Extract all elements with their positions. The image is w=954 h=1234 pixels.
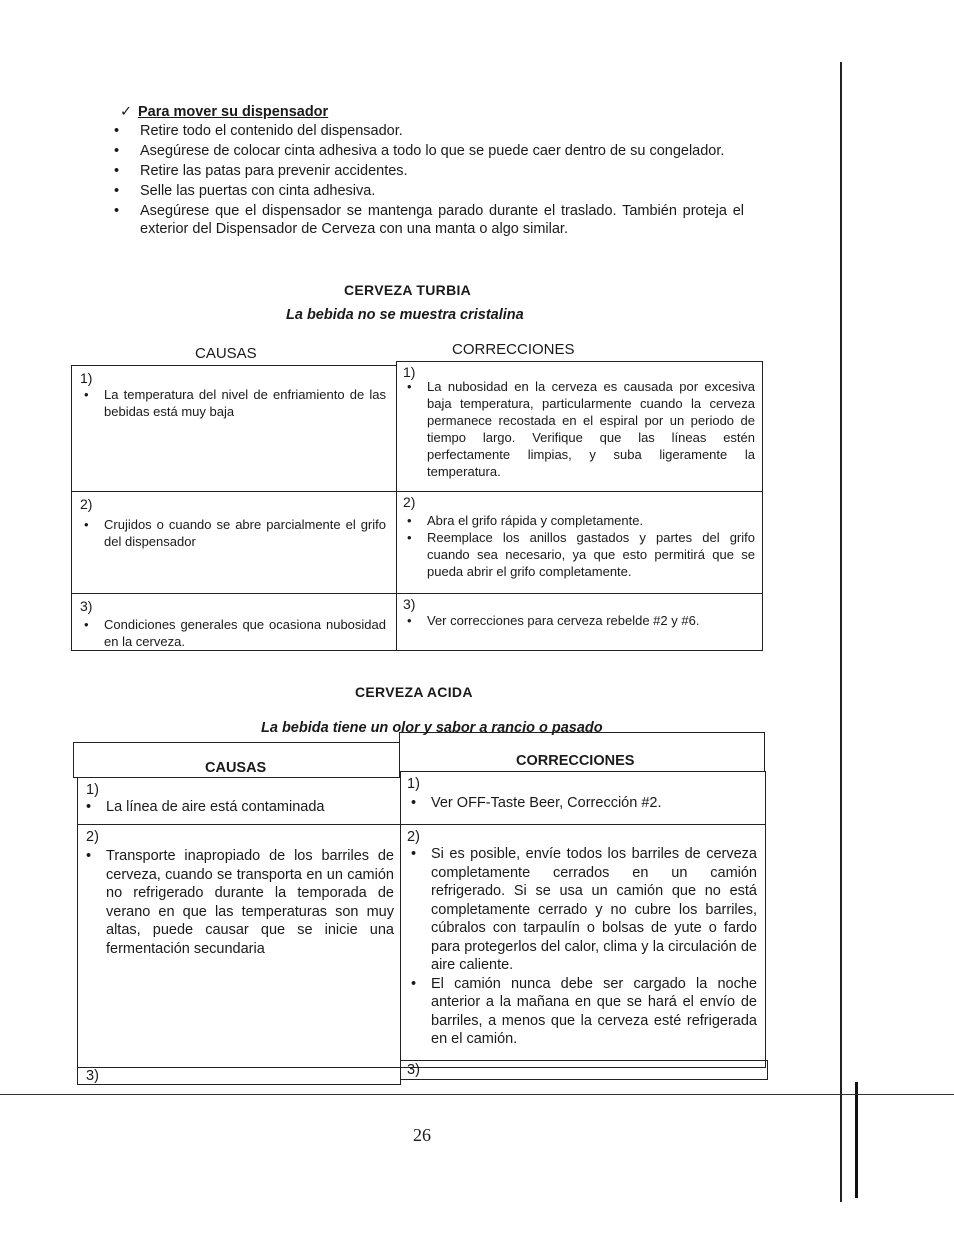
row-number: 1) <box>80 370 93 386</box>
table-header-cell <box>399 732 765 772</box>
row-number: 2) <box>86 829 99 845</box>
list-item: • La línea de aire está contaminada <box>82 798 394 817</box>
cause-list <box>80 386 386 420</box>
table-cell-correction <box>396 593 763 651</box>
row-number: 3) <box>80 598 93 614</box>
list-item: • Asegúrese que el dispensador se mantenga parado durante el traslado. También proteja el exterior del Dispensador de Cerveza con una manta o algo similar. <box>112 202 744 238</box>
table-cell-cause <box>77 824 401 1068</box>
row-number: 2) <box>407 829 420 845</box>
cause-list <box>80 616 386 650</box>
correction-list <box>407 794 757 813</box>
row-number: 2) <box>403 494 416 510</box>
table-cell-correction <box>396 361 763 492</box>
correction-list <box>403 612 755 629</box>
list-item: • Reemplace los anillos gastados y partes del grifo cuando sea necesario, ya que esto permitirá que se pueda abrir el grifo completamente. <box>403 529 755 580</box>
turbia-subheading: La bebida no se muestra cristalina <box>286 307 524 323</box>
table-cell-correction <box>400 824 766 1068</box>
correction-list <box>403 378 755 480</box>
correction-list <box>407 845 757 1049</box>
turbia-heading: CERVEZA TURBIA <box>344 282 472 298</box>
acida-table <box>73 732 769 1084</box>
cause-list <box>80 516 386 550</box>
acida-corrections-header: CORRECCIONES <box>516 753 635 769</box>
correction-list <box>403 512 755 580</box>
move-section-title: Para mover su dispensador <box>138 104 329 120</box>
acida-subheading: La bebida tiene un olor y sabor a rancio o pasado <box>261 720 603 736</box>
row-number: 1) <box>403 364 416 380</box>
table-cell-cause <box>77 1067 401 1085</box>
move-section-heading <box>120 104 328 120</box>
list-item: • La temperatura del nivel de enfriamiento de las bebidas está muy baja <box>80 386 386 420</box>
cause-list <box>82 798 394 817</box>
table-cell-cause <box>71 491 397 594</box>
table-cell-correction <box>396 491 763 594</box>
list-item: • Selle las puertas con cinta adhesiva. <box>112 182 744 200</box>
row-number: 3) <box>86 1068 99 1084</box>
row-number: 3) <box>403 596 416 612</box>
table-cell-cause <box>71 593 397 651</box>
table-cell-cause <box>77 777 401 825</box>
list-item: • El camión nunca debe ser cargado la noche anterior a la mañana en que se hará el envío de barriles, a menos que la cerveza esté refrigerada en el camión. <box>407 975 757 1049</box>
row-number: 1) <box>407 776 420 792</box>
list-item: • Condiciones generales que ocasiona nubosidad en la cerveza. <box>80 616 386 650</box>
list-item: • Retire todo el contenido del dispensador. <box>112 122 744 140</box>
list-item: • Ver OFF-Taste Beer, Corrección #2. <box>407 794 757 813</box>
cause-list <box>82 847 394 958</box>
page-number: 26 <box>413 1125 431 1145</box>
table-cell-cause <box>71 365 397 492</box>
scan-edge-mark <box>855 1082 858 1198</box>
page-divider <box>0 1094 954 1095</box>
table-header-cell <box>73 742 400 778</box>
list-item: • Si es posible, envíe todos los barriles de cerveza completamente cerrados en un camión refrigerado. Si se usa un camión que no está completamente cerrado y no cubre los barriles, cúbralos con tarpaulín o bolsas de yute o fardo para protegerlos del calor, clima y la circulación de aire caliente. <box>407 845 757 975</box>
table-cell-correction <box>400 771 766 825</box>
row-number: 3) <box>407 1062 420 1078</box>
acida-heading: CERVEZA ACIDA <box>355 684 473 700</box>
table-cell-correction <box>400 1060 768 1080</box>
checkmark-icon: ✓ <box>120 104 133 120</box>
move-section-list <box>112 122 744 240</box>
row-number: 2) <box>80 496 93 512</box>
list-item: • Crujidos o cuando se abre parcialmente el grifo del dispensador <box>80 516 386 550</box>
acida-causes-header: CAUSAS <box>205 760 267 776</box>
list-item: • La nubosidad en la cerveza es causada por excesiva baja temperatura, particularmente cuando la cerveza permanece recostada en el espiral por un periodo de tiempo largo. Verifique que las líneas estén perfectamente limpias, y suba ligeramente la temperatura. <box>403 378 755 480</box>
list-item: • Retire las patas para prevenir accidentes. <box>112 162 744 180</box>
turbia-causes-header: CAUSAS <box>195 345 257 362</box>
list-item: • Asegúrese de colocar cinta adhesiva a todo lo que se puede caer dentro de su congelador. <box>112 142 744 160</box>
scan-edge-line <box>840 62 842 1202</box>
list-item: • Transporte inapropiado de los barriles de cerveza, cuando se transporta en un camión no refrigerado durante la temporada de verano en que las temperaturas son muy altas, puede causar que se inicie una fermentación secundaria <box>82 847 394 958</box>
list-item: • Ver correcciones para cerveza rebelde #2 y #6. <box>403 612 755 629</box>
row-number: 1) <box>86 782 99 798</box>
list-item: • Abra el grifo rápida y completamente. <box>403 512 755 529</box>
turbia-corrections-header: CORRECCIONES <box>452 341 575 358</box>
turbia-table <box>71 361 763 651</box>
